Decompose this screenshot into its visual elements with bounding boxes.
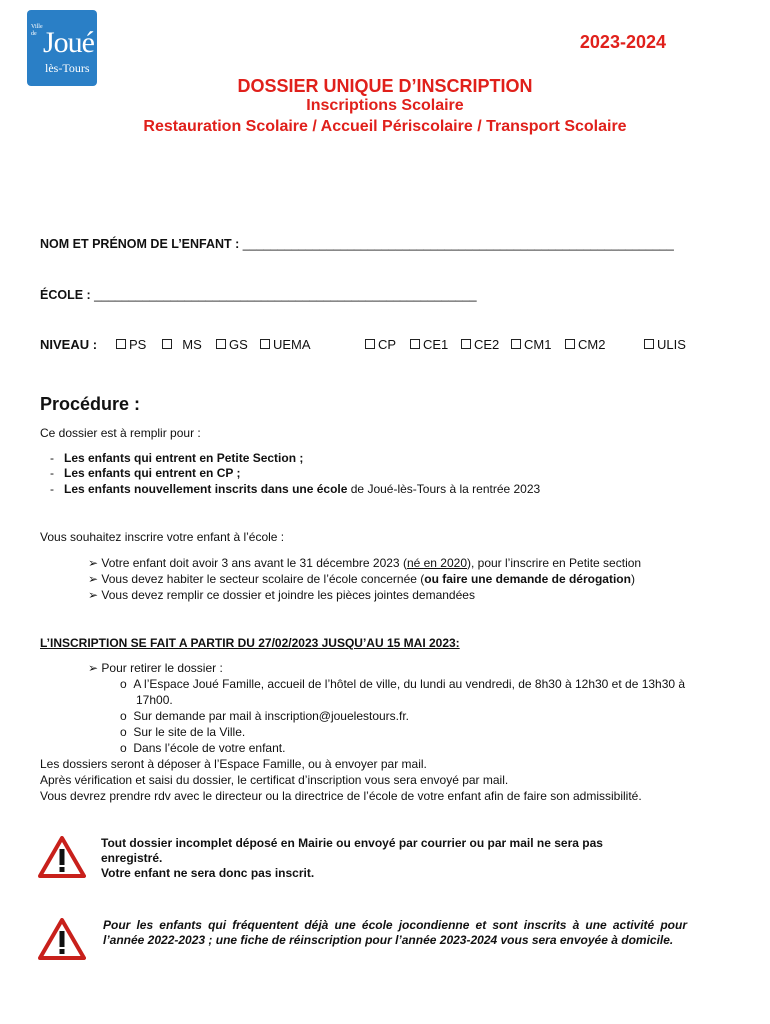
logo-de-text: de	[31, 31, 37, 37]
niveau-option-ce2[interactable]: CE2	[461, 337, 499, 352]
niveau-row	[40, 337, 686, 352]
admissibility-text: Vous devrez prendre rdv avec le directeur ou la directrice de l’école de votre enfant afin de faire son admissibilité.	[40, 789, 642, 803]
list-item: ➢ Vous devez habiter le secteur scolaire de l’école concernée (ou faire une demande de dérogation)	[88, 572, 635, 586]
niveau-option-gs[interactable]: GS	[216, 337, 248, 352]
procedure-intro: Ce dossier est à remplir pour :	[40, 426, 201, 440]
circle-bullet-icon: o	[120, 709, 127, 723]
checkbox-icon[interactable]	[511, 339, 521, 349]
checkbox-icon[interactable]	[461, 339, 471, 349]
certificate-text: Après vérification et saisi du dossier, le certificat d’inscription vous sera envoyé par mail.	[40, 773, 509, 787]
school-line: _______________________________________________________	[94, 288, 477, 302]
niveau-option-ps[interactable]: PS	[116, 337, 146, 352]
list-item: o Sur le site de la Ville.	[120, 725, 246, 739]
niveau-option-ce1[interactable]: CE1	[410, 337, 448, 352]
incomplete-warning: Tout dossier incomplet déposé en Mairie ou envoyé par courrier ou par mail ne sera pas enregistré. Votre enfant ne sera donc pas inscrit.	[101, 836, 603, 880]
procedure-title: Procédure :	[40, 394, 141, 414]
list-item: ➢ Votre enfant doit avoir 3 ans avant le 31 décembre 2023 (né en 2020), pour l’inscrire en Petite section	[88, 556, 642, 570]
document-title: DOSSIER UNIQUE D’INSCRIPTION	[237, 76, 533, 96]
arrow-bullet-icon: ➢	[88, 556, 99, 570]
logo-ville-text: Ville	[31, 24, 43, 30]
checkbox-icon[interactable]	[565, 339, 575, 349]
arrow-bullet-icon: ➢	[88, 661, 99, 675]
list-item-continuation: 17h00.	[136, 693, 173, 707]
child-name-label: NOM ET PRÉNOM DE L’ENFANT :	[40, 237, 243, 251]
niveau-option-cm2[interactable]: CM2	[565, 337, 605, 352]
warning-icon	[38, 836, 86, 878]
arrow-bullet-icon: ➢	[88, 588, 99, 602]
school-year: 2023-2024	[579, 32, 666, 52]
list-item: - Les enfants qui entrent en Petite Section ;	[50, 451, 304, 465]
school-label: ÉCOLE :	[40, 288, 95, 302]
niveau-option-uema[interactable]: UEMA	[260, 337, 311, 352]
list-item: o Dans l’école de votre enfant.	[120, 741, 286, 755]
city-logo	[27, 10, 97, 86]
circle-bullet-icon: o	[120, 725, 127, 739]
document-subtitle: Inscriptions Scolaire	[306, 97, 464, 114]
circle-bullet-icon: o	[120, 741, 127, 755]
list-item: ➢ Vous devez remplir ce dossier et joindre les pièces jointes demandées	[88, 588, 475, 602]
deposit-text: Les dossiers seront à déposer à l’Espace Famille, ou à envoyer par mail.	[40, 757, 427, 771]
list-item: - Les enfants qui entrent en CP ;	[50, 466, 241, 480]
circle-bullet-icon: o	[120, 677, 127, 691]
inscription-period-heading: L’INSCRIPTION SE FAIT A PARTIR DU 27/02/2023 JUSQU’AU 15 MAI 2023:	[40, 636, 460, 650]
checkbox-icon[interactable]	[644, 339, 654, 349]
list-item: o A l’Espace Joué Famille, accueil de l’hôtel de ville, du lundi au vendredi, de 8h30 à 12h30 et de 13h30 à	[120, 677, 686, 691]
arrow-bullet-icon: ➢	[88, 572, 99, 586]
checkbox-icon[interactable]	[116, 339, 126, 349]
list-item: ➢ Pour retirer le dossier :	[88, 661, 223, 675]
child-name-line: ______________________________________________________________	[242, 237, 674, 251]
child-name-field[interactable]	[40, 237, 674, 251]
warning-icon	[38, 918, 86, 960]
list-item: o Sur demande par mail à inscription@jouelestours.fr.	[120, 709, 410, 723]
niveau-label: NIVEAU :	[40, 337, 98, 352]
checkbox-icon[interactable]	[365, 339, 375, 349]
checkbox-icon[interactable]	[260, 339, 270, 349]
niveau-option-ulis[interactable]: ULIS	[644, 337, 686, 352]
niveau-option-cm1[interactable]: CM1	[511, 337, 551, 352]
niveau-option-ms[interactable]: MS	[162, 337, 202, 352]
checkbox-icon[interactable]	[410, 339, 420, 349]
checkbox-icon[interactable]	[162, 339, 172, 349]
niveau-option-cp[interactable]: CP	[365, 337, 396, 352]
list-item: - Les enfants nouvellement inscrits dans une école de Joué-lès-Tours à la rentrée 2023	[50, 482, 541, 496]
reinscription-notice: Pour les enfants qui fréquentent déjà une école jocondienne et sont inscrits à une activité pour l’année 2022-2023 ; une fiche de réinscription pour l’année 2023-2024 vous sera envoyée à domicile.	[103, 918, 687, 947]
souhaitez-text: Vous souhaitez inscrire votre enfant à l’école :	[40, 530, 285, 544]
school-field[interactable]	[40, 288, 477, 302]
checkbox-icon[interactable]	[216, 339, 226, 349]
logo-les-tours-text: lès-Tours	[45, 61, 90, 75]
logo-joue-text: Joué	[43, 26, 94, 59]
document-services: Restauration Scolaire / Accueil Périscolaire / Transport Scolaire	[143, 118, 627, 135]
